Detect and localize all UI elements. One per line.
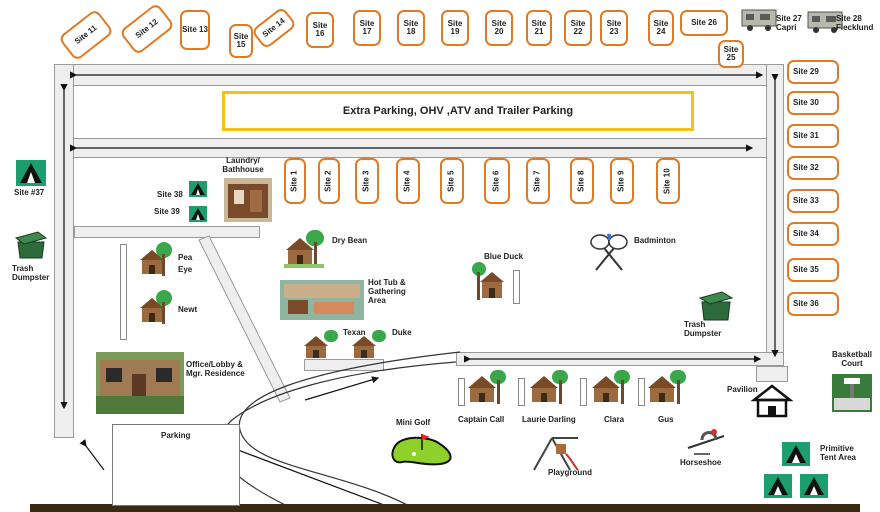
hot-tub-icon[interactable] bbox=[280, 280, 364, 320]
cabin-dry-bean-label: Dry Bean bbox=[332, 236, 368, 245]
site-16[interactable]: Site 16 bbox=[306, 12, 334, 48]
site-22[interactable]: Site 22 bbox=[564, 10, 592, 46]
cabin-divider bbox=[518, 378, 525, 406]
tent-icon bbox=[189, 206, 207, 222]
cabin-duke-label: Duke bbox=[392, 328, 412, 337]
pavilion-label: Pavilion bbox=[727, 385, 758, 394]
site-28-label[interactable]: Site 28 Flecklund bbox=[836, 14, 874, 33]
site-15[interactable]: Site 15 bbox=[229, 24, 253, 58]
site-39-label[interactable]: Site 39 bbox=[154, 207, 180, 216]
site-11[interactable]: Site 11 bbox=[58, 8, 114, 61]
site-18[interactable]: Site 18 bbox=[397, 10, 425, 46]
site-9[interactable]: Site 9 bbox=[610, 158, 634, 204]
rv-camper-icon bbox=[740, 6, 780, 32]
cabin-icon[interactable] bbox=[138, 290, 176, 326]
cabin-clara-label: Clara bbox=[604, 415, 625, 424]
site-29[interactable]: Site 29 bbox=[787, 60, 839, 84]
site-32[interactable]: Site 32 bbox=[787, 156, 839, 180]
cabin-texan-label: Texan bbox=[343, 328, 366, 337]
tent-icon bbox=[189, 181, 207, 197]
playground-label: Playground bbox=[548, 468, 593, 477]
site-19[interactable]: Site 19 bbox=[441, 10, 469, 46]
cabin-icon[interactable] bbox=[646, 370, 690, 406]
site-7[interactable]: Site 7 bbox=[526, 158, 550, 204]
site-6[interactable]: Site 6 bbox=[484, 158, 510, 204]
site-30[interactable]: Site 30 bbox=[787, 91, 839, 115]
cabin-icon[interactable] bbox=[472, 262, 508, 304]
office-building-icon[interactable] bbox=[96, 352, 184, 414]
extra-parking-label: Extra Parking, OHV ,ATV and Trailer Parking bbox=[342, 105, 574, 117]
cabin-gus-label: Gus bbox=[658, 415, 674, 424]
cabin-newt-label: Newt bbox=[178, 305, 198, 314]
mini-golf-label: Mini Golf bbox=[396, 418, 431, 427]
pavilion-icon[interactable] bbox=[752, 384, 792, 418]
horseshoe-icon[interactable] bbox=[684, 426, 728, 456]
cabin-divider bbox=[513, 270, 520, 304]
site-8[interactable]: Site 8 bbox=[570, 158, 594, 204]
site-26[interactable]: Site 26 bbox=[680, 10, 728, 36]
cabin-pea-label: Pea bbox=[178, 253, 193, 262]
cabin-laurie-darling-label: Laurie Darling bbox=[522, 415, 576, 424]
cabin-eye-label: Eye bbox=[178, 265, 193, 274]
site-20[interactable]: Site 20 bbox=[485, 10, 513, 46]
extra-parking-area bbox=[222, 91, 694, 131]
site-38-label[interactable]: Site 38 bbox=[157, 190, 183, 199]
tent-icon bbox=[764, 474, 792, 498]
site-10[interactable]: Site 10 bbox=[656, 158, 680, 204]
site-37-label[interactable]: Site #37 bbox=[14, 188, 45, 197]
primitive-tent-area-label[interactable]: Primitive Tent Area bbox=[820, 444, 857, 463]
site-25[interactable]: Site 25 bbox=[718, 40, 744, 68]
cabin-icon[interactable] bbox=[466, 370, 510, 406]
site-31[interactable]: Site 31 bbox=[787, 124, 839, 148]
cabin-divider bbox=[458, 378, 465, 406]
site-27-label[interactable]: Site 27 Capri bbox=[776, 14, 802, 33]
site-36[interactable]: Site 36 bbox=[787, 292, 839, 316]
basketball-label: Basketball Court bbox=[831, 350, 873, 369]
site-14[interactable]: Site 14 bbox=[251, 6, 297, 50]
site-2[interactable]: Site 2 bbox=[318, 158, 340, 204]
site-4[interactable]: Site 4 bbox=[396, 158, 420, 204]
cabin-icon[interactable] bbox=[138, 242, 176, 278]
site-23[interactable]: Site 23 bbox=[600, 10, 628, 46]
site-12[interactable]: Site 12 bbox=[119, 2, 175, 55]
laundry-label: Laundry/ Bathhouse bbox=[222, 156, 264, 175]
site-3[interactable]: Site 3 bbox=[355, 158, 379, 204]
site-1[interactable]: Site 1 bbox=[284, 158, 306, 204]
cabin-icon[interactable] bbox=[284, 230, 328, 270]
trash-dumpster-label: Trash Dumpster bbox=[684, 320, 722, 339]
horseshoe-label: Horseshoe bbox=[680, 458, 722, 467]
bathhouse-icon[interactable] bbox=[224, 178, 272, 222]
site-35[interactable]: Site 35 bbox=[787, 258, 839, 282]
basketball-court-icon[interactable] bbox=[832, 374, 872, 412]
cabin-blue-duck-label: Blue Duck bbox=[484, 252, 524, 261]
trash-dumpster-icon bbox=[16, 232, 48, 260]
tent-icon bbox=[782, 442, 810, 466]
badminton-icon[interactable] bbox=[588, 232, 632, 272]
cabin-icon[interactable] bbox=[350, 330, 390, 360]
cabin-divider bbox=[120, 244, 127, 340]
badminton-label: Badminton bbox=[634, 236, 676, 245]
cabin-divider bbox=[638, 378, 645, 406]
hot-tub-label: Hot Tub & Gathering Area bbox=[368, 278, 406, 306]
site-24[interactable]: Site 24 bbox=[648, 10, 674, 46]
site-34[interactable]: Site 34 bbox=[787, 222, 839, 246]
parking-label: Parking bbox=[161, 431, 191, 440]
cabin-icon[interactable] bbox=[302, 330, 342, 360]
trash-dumpster-label: Trash Dumpster bbox=[12, 264, 50, 283]
cabin-divider bbox=[580, 378, 587, 406]
site-33[interactable]: Site 33 bbox=[787, 189, 839, 213]
cabin-icon[interactable] bbox=[528, 370, 572, 406]
cabin-captain-call-label: Captain Call bbox=[458, 415, 505, 424]
site-13[interactable]: Site 13 bbox=[180, 10, 210, 50]
trash-dumpster-icon bbox=[700, 292, 734, 322]
cabin-icon[interactable] bbox=[590, 370, 634, 406]
site-21[interactable]: Site 21 bbox=[526, 10, 552, 46]
playground-icon[interactable] bbox=[530, 434, 580, 472]
parking-lot[interactable] bbox=[112, 424, 240, 506]
office-label: Office/Lobby & Mgr. Residence bbox=[186, 360, 245, 379]
site-17[interactable]: Site 17 bbox=[353, 10, 381, 46]
mini-golf-icon[interactable] bbox=[390, 430, 460, 468]
site-5[interactable]: Site 5 bbox=[440, 158, 464, 204]
tent-icon bbox=[800, 474, 828, 498]
tent-icon bbox=[16, 160, 46, 186]
